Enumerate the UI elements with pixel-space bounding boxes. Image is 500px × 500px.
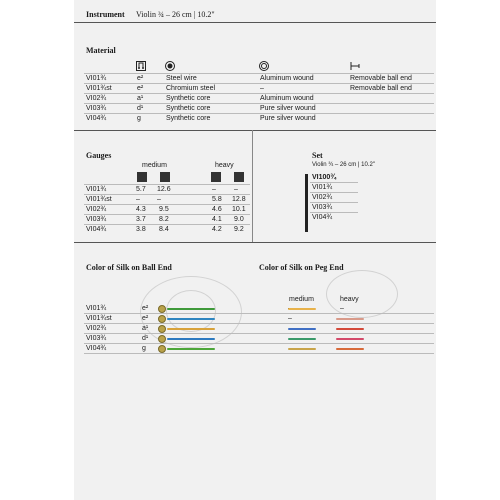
note-value: e² xyxy=(137,75,144,82)
string-name: VI03¾ xyxy=(86,216,107,223)
gauge-medium-inch: 9.5 xyxy=(159,206,169,213)
divider xyxy=(74,22,436,23)
gauge-medium-inch: – xyxy=(157,196,161,203)
set-title: Set xyxy=(312,151,323,160)
core-value: Synthetic core xyxy=(166,95,211,102)
gauge-heavy-mm: – xyxy=(212,186,216,193)
set-subtitle: Violin ¾ – 26 cm | 10.2" xyxy=(312,162,375,168)
note-icon xyxy=(136,58,146,68)
core-value: Steel wire xyxy=(166,75,197,82)
string-name: VI01¾st xyxy=(86,85,112,92)
silk-peg-medium-label: medium xyxy=(289,296,314,303)
gauge-heavy-mm: 4.6 xyxy=(212,206,222,213)
note-value: d¹ xyxy=(137,105,144,112)
string-name: VI01¾ xyxy=(86,305,107,312)
wound-value: Pure silver wound xyxy=(260,115,316,122)
silk-ball-title: Color of Silk on Ball End xyxy=(86,263,172,272)
ball-end-pin xyxy=(158,345,166,353)
spec-sheet xyxy=(74,0,436,500)
core-icon xyxy=(165,58,175,68)
string-name: VI04¾ xyxy=(86,345,107,352)
gauge-mm-icon xyxy=(211,172,221,182)
peg-medium-swatch xyxy=(288,338,316,340)
note-value: a¹ xyxy=(137,95,144,102)
silk-peg-title: Color of Silk on Peg End xyxy=(259,263,344,272)
peg-medium-swatch xyxy=(288,328,316,330)
peg-medium-swatch xyxy=(288,308,316,310)
instrument-value: Violin ¾ – 26 cm | 10.2" xyxy=(136,10,215,19)
ball-silk-swatch xyxy=(167,348,215,350)
wound-value: – xyxy=(260,85,264,92)
peg-heavy-swatch xyxy=(336,338,364,340)
set-item: VI04¾ xyxy=(312,214,333,221)
gauge-medium-inch: 8.4 xyxy=(159,226,169,233)
gauge-heavy-mm: 5.8 xyxy=(212,196,222,203)
ball-end-pin xyxy=(158,305,166,313)
peg-medium-value: – xyxy=(288,315,292,322)
wound-value: Aluminum wound xyxy=(260,75,314,82)
core-value: Synthetic core xyxy=(166,105,211,112)
string-name: VI01¾ xyxy=(86,186,107,193)
gauge-heavy-inch: 12.8 xyxy=(232,196,246,203)
gauges-title: Gauges xyxy=(86,151,112,160)
gauge-heavy-mm: 4.2 xyxy=(212,226,222,233)
ball-silk-swatch xyxy=(167,308,215,310)
peg-medium-swatch xyxy=(288,348,316,350)
string-name: VI01¾st xyxy=(86,196,112,203)
gauge-mm-icon xyxy=(137,172,147,182)
note-value: e² xyxy=(137,85,144,92)
note-value: d¹ xyxy=(142,335,149,342)
string-name: VI01¾ xyxy=(86,75,107,82)
gauge-heavy-inch: 10.1 xyxy=(232,206,246,213)
instrument-label: Instrument xyxy=(86,10,125,19)
gauge-heavy-mm: 4.1 xyxy=(212,216,222,223)
wound-value: Pure silver wound xyxy=(260,105,316,112)
gauge-medium-inch: 12.6 xyxy=(157,186,171,193)
violin-outline xyxy=(166,290,216,332)
set-bar xyxy=(305,174,308,232)
gauges-medium-label: medium xyxy=(142,162,167,169)
set-item: VI03¾ xyxy=(312,204,333,211)
note-value: e² xyxy=(142,305,149,312)
ball-end-pin xyxy=(158,335,166,343)
note-value: g xyxy=(137,115,141,122)
ball-silk-swatch xyxy=(167,328,215,330)
gauge-medium-mm: 3.7 xyxy=(136,216,146,223)
ball-silk-swatch xyxy=(167,338,215,340)
gauge-medium-mm: 4.3 xyxy=(136,206,146,213)
string-name: VI01¾st xyxy=(86,315,112,322)
gauge-heavy-inch: 9.0 xyxy=(234,216,244,223)
note-value: e² xyxy=(142,315,149,322)
set-name: VI100¾ xyxy=(312,174,337,181)
ball-end-pin xyxy=(158,325,166,333)
gauge-inch-icon xyxy=(160,172,170,182)
gauge-heavy-inch: 9.2 xyxy=(234,226,244,233)
peg-heavy-swatch xyxy=(336,328,364,330)
peg-heavy-swatch xyxy=(336,318,364,320)
gauge-medium-mm: 5.7 xyxy=(136,186,146,193)
peg-heavy-value: – xyxy=(340,305,344,312)
divider xyxy=(74,242,436,243)
string-name: VI02¾ xyxy=(86,206,107,213)
core-value: Chromium steel xyxy=(166,85,216,92)
gauge-medium-inch: 8.2 xyxy=(159,216,169,223)
gauge-medium-mm: – xyxy=(136,196,140,203)
gauge-medium-mm: 3.8 xyxy=(136,226,146,233)
violin-scroll-outline xyxy=(326,270,398,318)
gauge-heavy-inch: – xyxy=(234,186,238,193)
end-value: Removable ball end xyxy=(350,75,412,82)
ball-end-icon xyxy=(350,58,360,68)
silk-peg-heavy-label: heavy xyxy=(340,296,359,303)
string-name: VI03¾ xyxy=(86,335,107,342)
wound-icon xyxy=(259,58,269,68)
ball-end-pin xyxy=(158,315,166,323)
divider xyxy=(74,130,436,131)
string-name: VI02¾ xyxy=(86,95,107,102)
peg-heavy-swatch xyxy=(336,348,364,350)
string-name: VI03¾ xyxy=(86,105,107,112)
gauge-inch-icon xyxy=(234,172,244,182)
set-item: VI02¾ xyxy=(312,194,333,201)
ball-silk-swatch xyxy=(167,318,215,320)
divider xyxy=(252,130,253,242)
note-value: g xyxy=(142,345,146,352)
wound-value: Aluminum wound xyxy=(260,95,314,102)
string-name: VI04¾ xyxy=(86,226,107,233)
set-item: VI01¾ xyxy=(312,184,333,191)
gauges-heavy-label: heavy xyxy=(215,162,234,169)
core-value: Synthetic core xyxy=(166,115,211,122)
end-value: Removable ball end xyxy=(350,85,412,92)
string-name: VI02¾ xyxy=(86,325,107,332)
note-value: a¹ xyxy=(142,325,149,332)
material-title: Material xyxy=(86,46,116,55)
string-name: VI04¾ xyxy=(86,115,107,122)
